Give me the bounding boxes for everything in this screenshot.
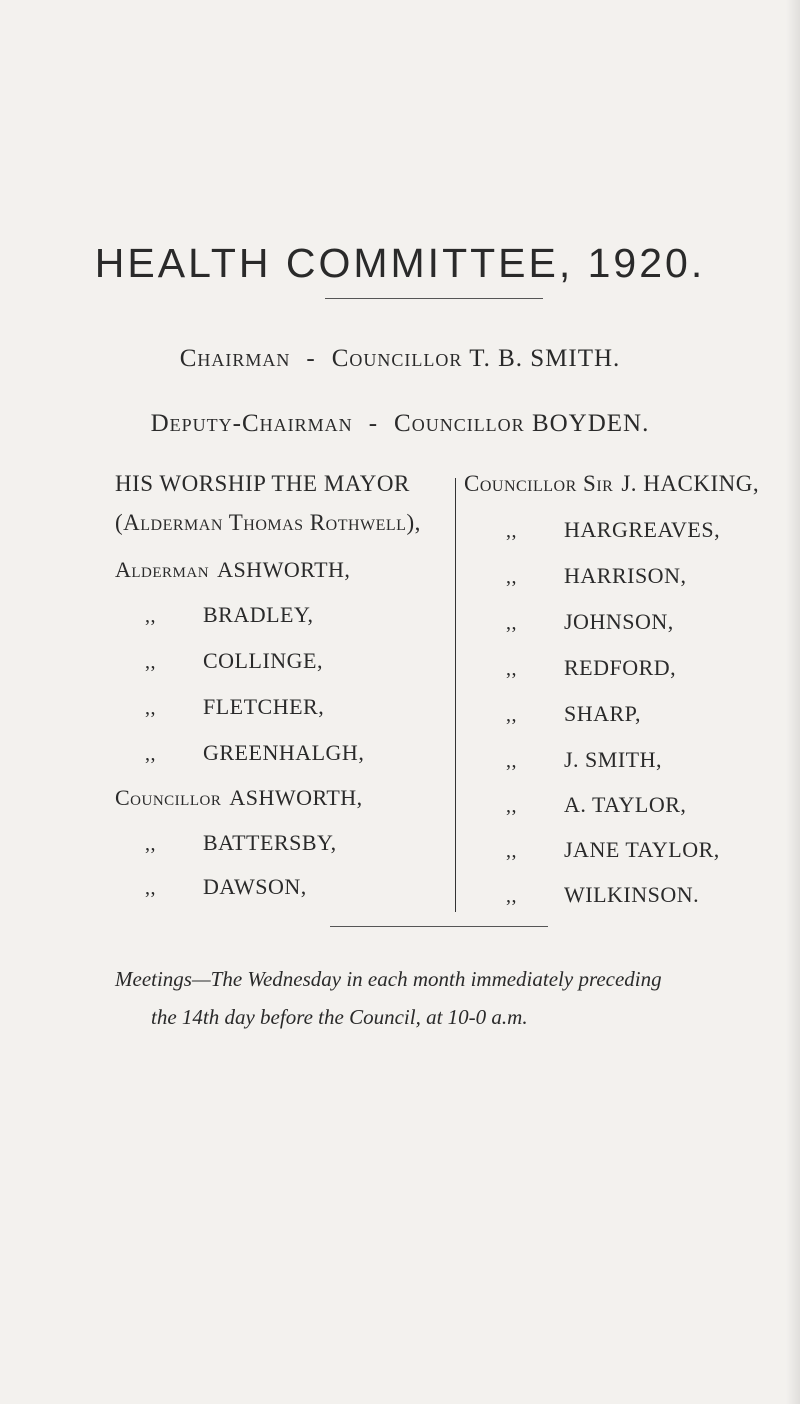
ditto-mark: ,,: [506, 566, 517, 588]
ditto-mark: ,,: [506, 795, 517, 817]
ditto-mark: ,,: [145, 605, 156, 627]
member-row: [115, 557, 350, 583]
column-divider: [455, 478, 456, 912]
ditto-mark: ,,: [145, 651, 156, 673]
member-name: HIS WORSHIP THE MAYOR: [115, 471, 410, 496]
meetings-note: [115, 960, 755, 1036]
member-name: BATTERSBY,: [203, 830, 337, 855]
chairman-separator: -: [306, 345, 316, 372]
member-row: [115, 785, 363, 811]
ditto-mark: ,,: [506, 840, 517, 862]
meetings-line: Meetings—The Wednesday in each month immediately preceding: [115, 967, 662, 991]
member-row: [506, 837, 720, 863]
member-row: [145, 830, 337, 856]
ditto-mark: ,,: [506, 750, 517, 772]
member-row: [506, 792, 686, 818]
ditto-mark: ,,: [145, 743, 156, 765]
member-name: BRADLEY,: [203, 602, 314, 627]
member-name: FLETCHER,: [203, 694, 325, 719]
member-row: [145, 694, 324, 720]
deputy-role: Deputy-Chairman: [150, 410, 353, 437]
footer-rule: [330, 926, 548, 927]
chairman-name: T. B. SMITH.: [469, 345, 621, 372]
ditto-mark: ,,: [145, 877, 156, 899]
member-row: [115, 471, 410, 497]
ditto-mark: ,,: [145, 833, 156, 855]
member-row: [464, 471, 759, 497]
member-name: (Alderman Thomas Rothwell),: [115, 510, 421, 535]
member-name: COLLINGE,: [203, 648, 323, 673]
member-name: HARGREAVES,: [564, 517, 721, 542]
member-row: [145, 740, 364, 766]
member-name: GREENHALGH,: [203, 740, 365, 765]
member-prefix: Councillor: [115, 785, 222, 810]
member-name: HARRISON,: [564, 563, 687, 588]
deputy-prefix: Councillor: [394, 410, 525, 437]
member-prefix: Councillor Sir: [464, 471, 614, 496]
deputy-name: BOYDEN.: [531, 410, 650, 437]
member-row: [145, 602, 314, 628]
member-row: [506, 563, 686, 589]
page-edge-shadow: [786, 0, 800, 1404]
member-name: J. HACKING,: [621, 471, 760, 496]
member-row: [145, 648, 323, 674]
member-row: [506, 747, 662, 773]
deputy-chairman-line: [0, 410, 800, 438]
member-prefix: Alderman: [115, 557, 210, 582]
ditto-mark: ,,: [506, 885, 517, 907]
ditto-mark: ,,: [506, 704, 517, 726]
member-name: A. TAYLOR,: [564, 792, 687, 817]
member-row: [115, 510, 421, 536]
member-name: JOHNSON,: [564, 609, 674, 634]
member-name: DAWSON,: [203, 874, 307, 899]
meetings-line: the 14th day before the Council, at 10-0 a.m.: [151, 1005, 528, 1029]
ditto-mark: ,,: [506, 612, 517, 634]
member-name: SHARP,: [564, 701, 641, 726]
member-row: [506, 517, 720, 543]
chairman-role: Chairman: [179, 345, 291, 372]
member-row: [506, 701, 641, 727]
deputy-separator: -: [368, 410, 379, 437]
member-name: REDFORD,: [564, 655, 677, 680]
member-row: [506, 609, 674, 635]
ditto-mark: ,,: [506, 658, 517, 680]
member-name: ASHWORTH,: [229, 785, 363, 810]
member-row: [506, 882, 699, 908]
ditto-mark: ,,: [145, 697, 156, 719]
title-rule: [325, 298, 543, 299]
member-name: JANE TAYLOR,: [564, 837, 720, 862]
member-row: [506, 655, 676, 681]
member-name: J. SMITH,: [564, 747, 663, 772]
page-title: HEALTH COMMITTEE, 1920.: [94, 240, 706, 286]
member-name: ASHWORTH,: [217, 557, 351, 582]
member-row: [145, 874, 307, 900]
chairman-line: [0, 345, 800, 373]
member-name: WILKINSON.: [564, 882, 700, 907]
ditto-mark: ,,: [506, 520, 517, 542]
chairman-prefix: Councillor: [331, 345, 463, 372]
